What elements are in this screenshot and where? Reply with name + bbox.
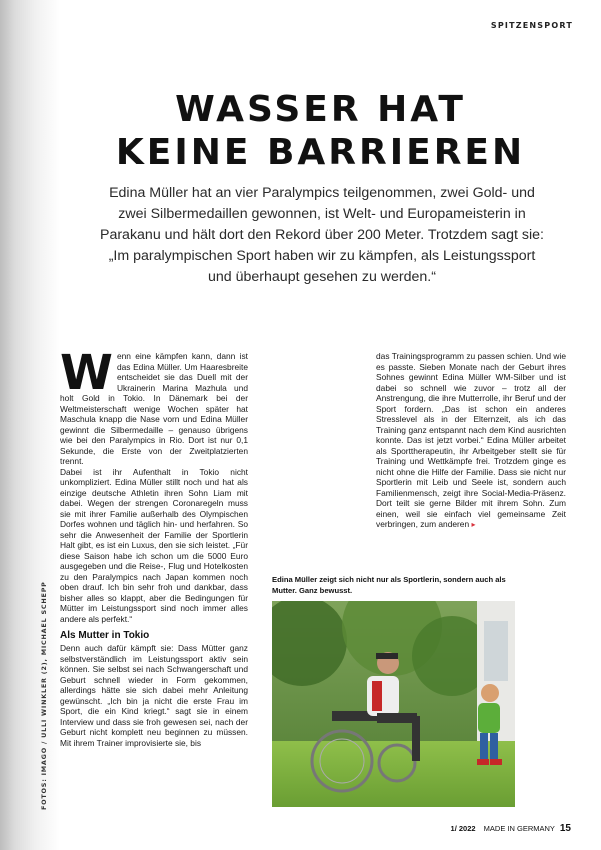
paragraph: Dabei ist ihr Aufenthalt in Tokio nicht unkompliziert. Edina Müller stillt noch und hat als einzige deutsche Athletin ihren Sohn Liam mit dabei. Wegen der strengen Coronaregeln muss sie mit ihrer Familie außerhalb des Olympischen Dorfes wohnen und täglich hin- und herfahren. So sehr die Anwesenheit der Familie der Sportlerin Halt gibt, es ist ein Luxus, den sie sich leistet. „Für diese Saison habe ich schon um die 5000 Euro ausgegeben und die Reise-, Flug und Hotelkosten zu den Paralympics nach Japan kommen noch oben drauf. Ich bin sehr froh und dankbar, dass bisher alles so klappt, aber die Bedingungen für Mütter im Leistungssport sind noch immer alles andere als perfekt.“ [60,466,248,624]
continue-arrow-icon: ▸ [471,520,476,529]
page-fold-shadow [0,0,60,850]
paragraph-text: das Trainingsprogramm zu passen schien. Und wie es passte. Sieben Monate nach der Geburt ihres Sohnes gewinnt Edina Müller WM-Silber und ist dabei so schnell wie zuvor – trotz all der Anstrengung, die ihre Mutterrolle, ihr Beruf und der Sport fordern. „Das ist schon ein anderes Stresslevel als in der Elternzeit, als ich das Training ganz entspannt nach dem Kind ausrichten konnte. Das ist jetzt vorbei.“ Edina Müller arbeitet als Sporttherapeutin, ihr Arbeitgeber stellt sie für Training und Wettkämpfe frei. Trotzdem ginge es nicht ohne die Hilfe der Familie. Dass sie nicht nur Sportlerin mit Leib und Seele ist, sondern auch Familienmensch, zeigt ihre Social-Media-Präsenz. Dort teilt sie gerne Bilder mit ihrem Sohn. Zum einen, weil sie einfach viel gemeinsame Zeit verbringen, zum anderen [376,351,566,529]
magazine-name: MADE IN GERMANY [483,824,555,833]
article-photo [272,601,515,807]
headline-line-2: KEINE BARRIEREN [115,132,526,173]
paragraph [376,351,566,531]
paragraph [60,345,248,467]
drop-cap: W [60,345,113,401]
lede: Edina Müller hat an vier Paralympics teilgenommen, zwei Gold- und zwei Silbermedaillen gewonnen, ist Welt- und Europameisterin in Parakanu und hält dort den Rekord über 200 Meter. Trotzdem sagt sie: „Im paralympischen Sport haben wir zu kämpfen, als Leistungssport und überhaupt gesehen zu werden.“ [99,185,544,285]
section-label: SPITZENSPORT [490,21,573,30]
article-column-1 [60,345,248,748]
subheading: Als Mutter in Tokio [60,630,150,641]
issue-number: 1/ 2022 [450,824,476,833]
photo-illustration [272,601,515,807]
page-footer [451,823,571,834]
paragraph-text: enn eine kämpfen kann, dann ist das Edina Müller. Um Haaresbreite entscheidet sie das Duell mit der Ukrainerin Marina Mazhula und holt Gold in Tokio. In Dänemark bei der Weltmeisterschaft wenige Wochen später hat Maschula knapp die Nase vorn und Edina Müller gewinnt die Silbermedaille – genauso übrigens wie bei den Paralympics in Rio. Dort ist nur 0,1 Sekunde, die Erste von der Zweitplatzierten trennt. [60,351,248,466]
headline [60,88,581,174]
photo-credit: FOTOS: IMAGO / ULLI WINKLER (2), MICHAEL SCHEPP [40,581,48,810]
page-number: 15 [559,823,571,834]
photo-caption: Edina Müller zeigt sich nicht nur als Sportlerin, sondern auch als Mutter. Ganz bewusst. [272,575,506,595]
paragraph: Denn auch dafür kämpft sie: Dass Mütter ganz selbstverständlich im Leistungssport aktiv sein können. Sie selbst sei nach Schwangerschaft und Geburt schnell wieder in Form gekommen, allerdings hätte sie sich dabei mehr Anleitung gewünscht. „Ich bin ja nicht die erste Frau im Sport, die ein Kind kriegt.“ sagt sie in einem Interview und dass sie froh gewesen sei, nach der Geburt nicht komplett neu beginnen zu müssen. Mit ihrem Trainer improvisierte sie, bis [60,643,248,748]
article-column-2 [376,351,566,531]
headline-line-1: WASSER HAT [175,89,466,130]
